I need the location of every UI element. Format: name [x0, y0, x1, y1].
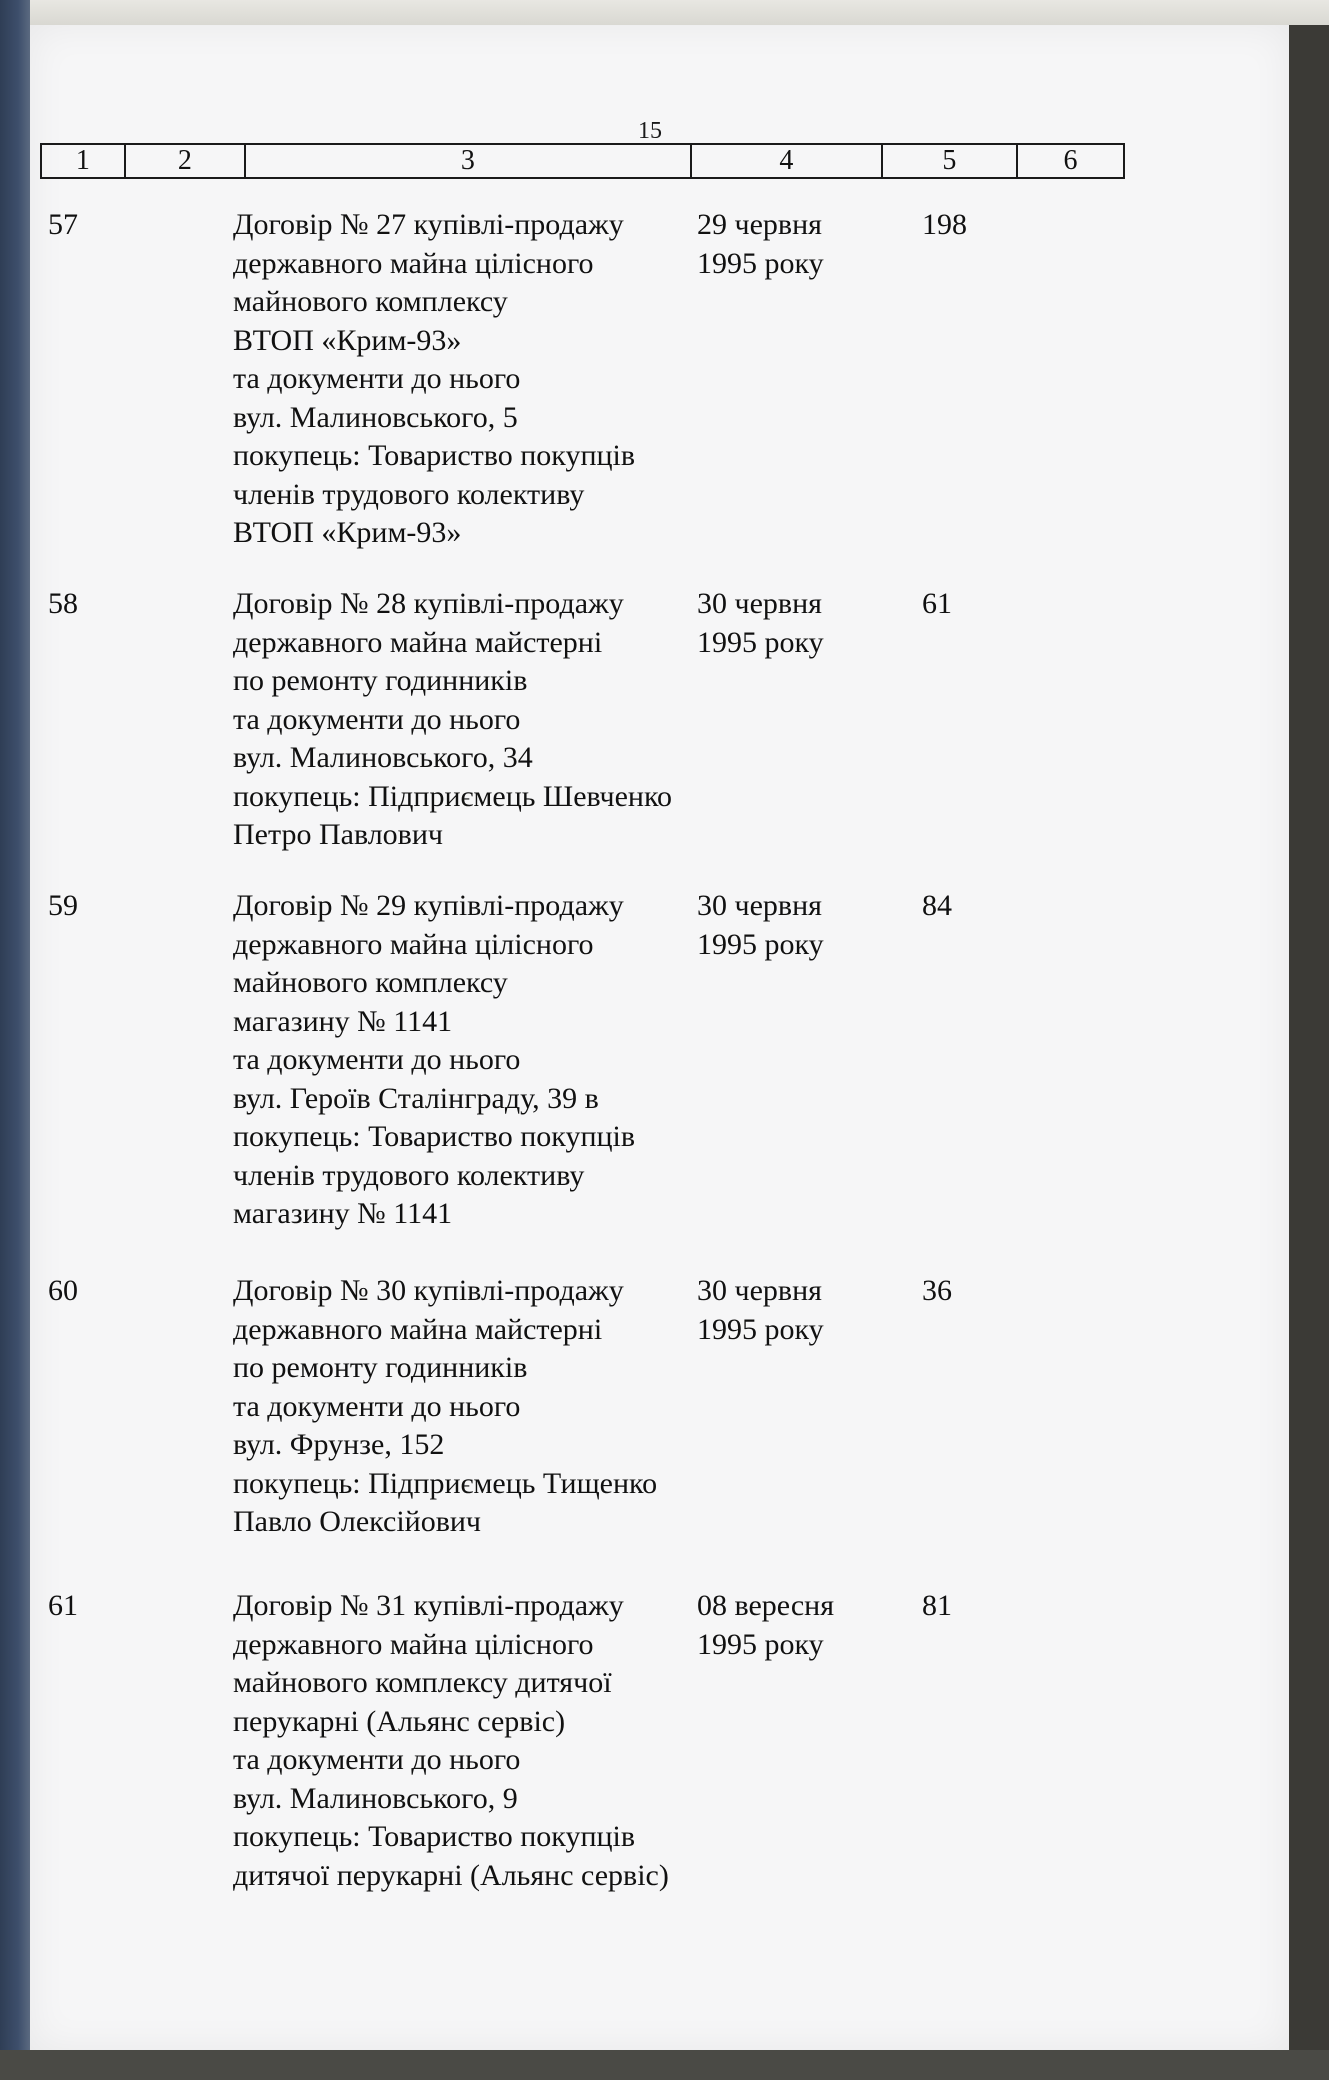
record-date [697, 887, 867, 964]
description-line: вул. Героїв Сталінграду, 39 в [233, 1081, 599, 1115]
description-line: вул. Малиновського, 9 [233, 1781, 518, 1815]
description-line: покупець: Товариство покупців [233, 1820, 636, 1853]
date-line: 1995 року [697, 246, 824, 280]
column-header-cell: 2 [125, 144, 245, 178]
description-line: перукарні (Альянс сервіс) [233, 1704, 566, 1738]
description-line: майнового комплексу дитячої [233, 1666, 612, 1699]
record-page-count: 36 [922, 1274, 952, 1307]
description-line: та документи до нього [233, 1389, 521, 1423]
record-page-count: 84 [922, 889, 952, 922]
page-number: 15 [638, 118, 662, 144]
top-edge [0, 0, 1329, 25]
document-page [30, 25, 1289, 2050]
record-date [697, 206, 867, 283]
record-date [697, 1587, 867, 1664]
description-line: та документи до нього [233, 362, 521, 395]
bottom-edge [0, 2050, 1329, 2080]
record-number: 61 [48, 1589, 78, 1622]
date-line: 1995 року [697, 1627, 824, 1661]
column-header-row [41, 144, 1124, 178]
record-description [233, 1272, 713, 1542]
date-line: 1995 року [697, 625, 824, 659]
description-line: магазину № 1141 [233, 1197, 453, 1230]
date-line: 30 червня [697, 1274, 822, 1307]
column-header-cell: 1 [41, 144, 125, 178]
description-line: Договір № 30 купівлі-продажу [233, 1274, 624, 1307]
description-line: Договір № 29 купівлі-продажу [233, 889, 624, 922]
description-line: Договір № 27 купівлі-продажу [233, 208, 624, 241]
date-line: 30 червня [697, 587, 822, 620]
description-line: державного майна цілісного [233, 246, 594, 280]
record-number: 59 [48, 889, 78, 922]
column-header-cell: 6 [1017, 144, 1124, 178]
description-line: та документи до нього [233, 1743, 521, 1776]
date-line: 08 вересня [697, 1589, 835, 1622]
date-line: 30 червня [697, 889, 822, 922]
date-line: 29 червня [697, 208, 822, 241]
description-line: ВТОП «Крим-93» [233, 516, 462, 549]
column-header-cell: 5 [882, 144, 1017, 178]
description-line: Договір № 31 купівлі-продажу [233, 1589, 624, 1622]
description-line: державного майна майстерні [233, 1312, 603, 1346]
record-description [233, 206, 713, 553]
description-line: дитячої перукарні (Альянс сервіс) [233, 1858, 669, 1892]
description-line: по ремонту годинників [233, 664, 528, 697]
record-description [233, 887, 713, 1234]
column-header-table [40, 143, 1125, 179]
record-number: 60 [48, 1274, 78, 1307]
record-date [697, 585, 867, 662]
description-line: вул. Малиновського, 34 [233, 741, 533, 774]
record-description [233, 1587, 713, 1895]
description-line: вул. Малиновського, 5 [233, 400, 518, 434]
description-line: Договір № 28 купівлі-продажу [233, 587, 624, 620]
record-page-count: 198 [922, 208, 967, 241]
description-line: членів трудового колективу [233, 477, 585, 511]
description-line: покупець: Товариство покупців [233, 1120, 636, 1153]
description-line: магазину № 1141 [233, 1004, 453, 1038]
description-line: та документи до нього [233, 702, 521, 736]
description-line: вул. Фрунзе, 152 [233, 1428, 445, 1461]
description-line: покупець: Товариство покупців [233, 439, 636, 472]
record-number: 57 [48, 208, 78, 241]
description-line: покупець: Підприємець Шевченко [233, 779, 673, 813]
description-line: державного майна майстерні [233, 625, 603, 659]
description-line: майнового комплексу [233, 285, 508, 318]
record-page-count: 61 [922, 587, 952, 620]
description-line: по ремонту годинників [233, 1351, 528, 1384]
date-line: 1995 року [697, 1312, 824, 1346]
column-header-cell: 3 [245, 144, 691, 178]
description-line: ВТОП «Крим-93» [233, 323, 462, 357]
description-line: Петро Павлович [233, 818, 443, 851]
description-line: майнового комплексу [233, 966, 508, 999]
record-page-count: 81 [922, 1589, 952, 1622]
description-line: членів трудового колективу [233, 1158, 585, 1192]
record-description [233, 585, 713, 855]
binding-edge [0, 0, 30, 2080]
description-line: державного майна цілісного [233, 1627, 594, 1661]
record-date [697, 1272, 867, 1349]
description-line: та документи до нього [233, 1043, 521, 1076]
description-line: державного майна цілісного [233, 927, 594, 961]
column-header-cell: 4 [691, 144, 882, 178]
date-line: 1995 року [697, 927, 824, 961]
description-line: Павло Олексійович [233, 1505, 482, 1538]
record-number: 58 [48, 587, 78, 620]
description-line: покупець: Підприємець Тищенко [233, 1466, 658, 1500]
